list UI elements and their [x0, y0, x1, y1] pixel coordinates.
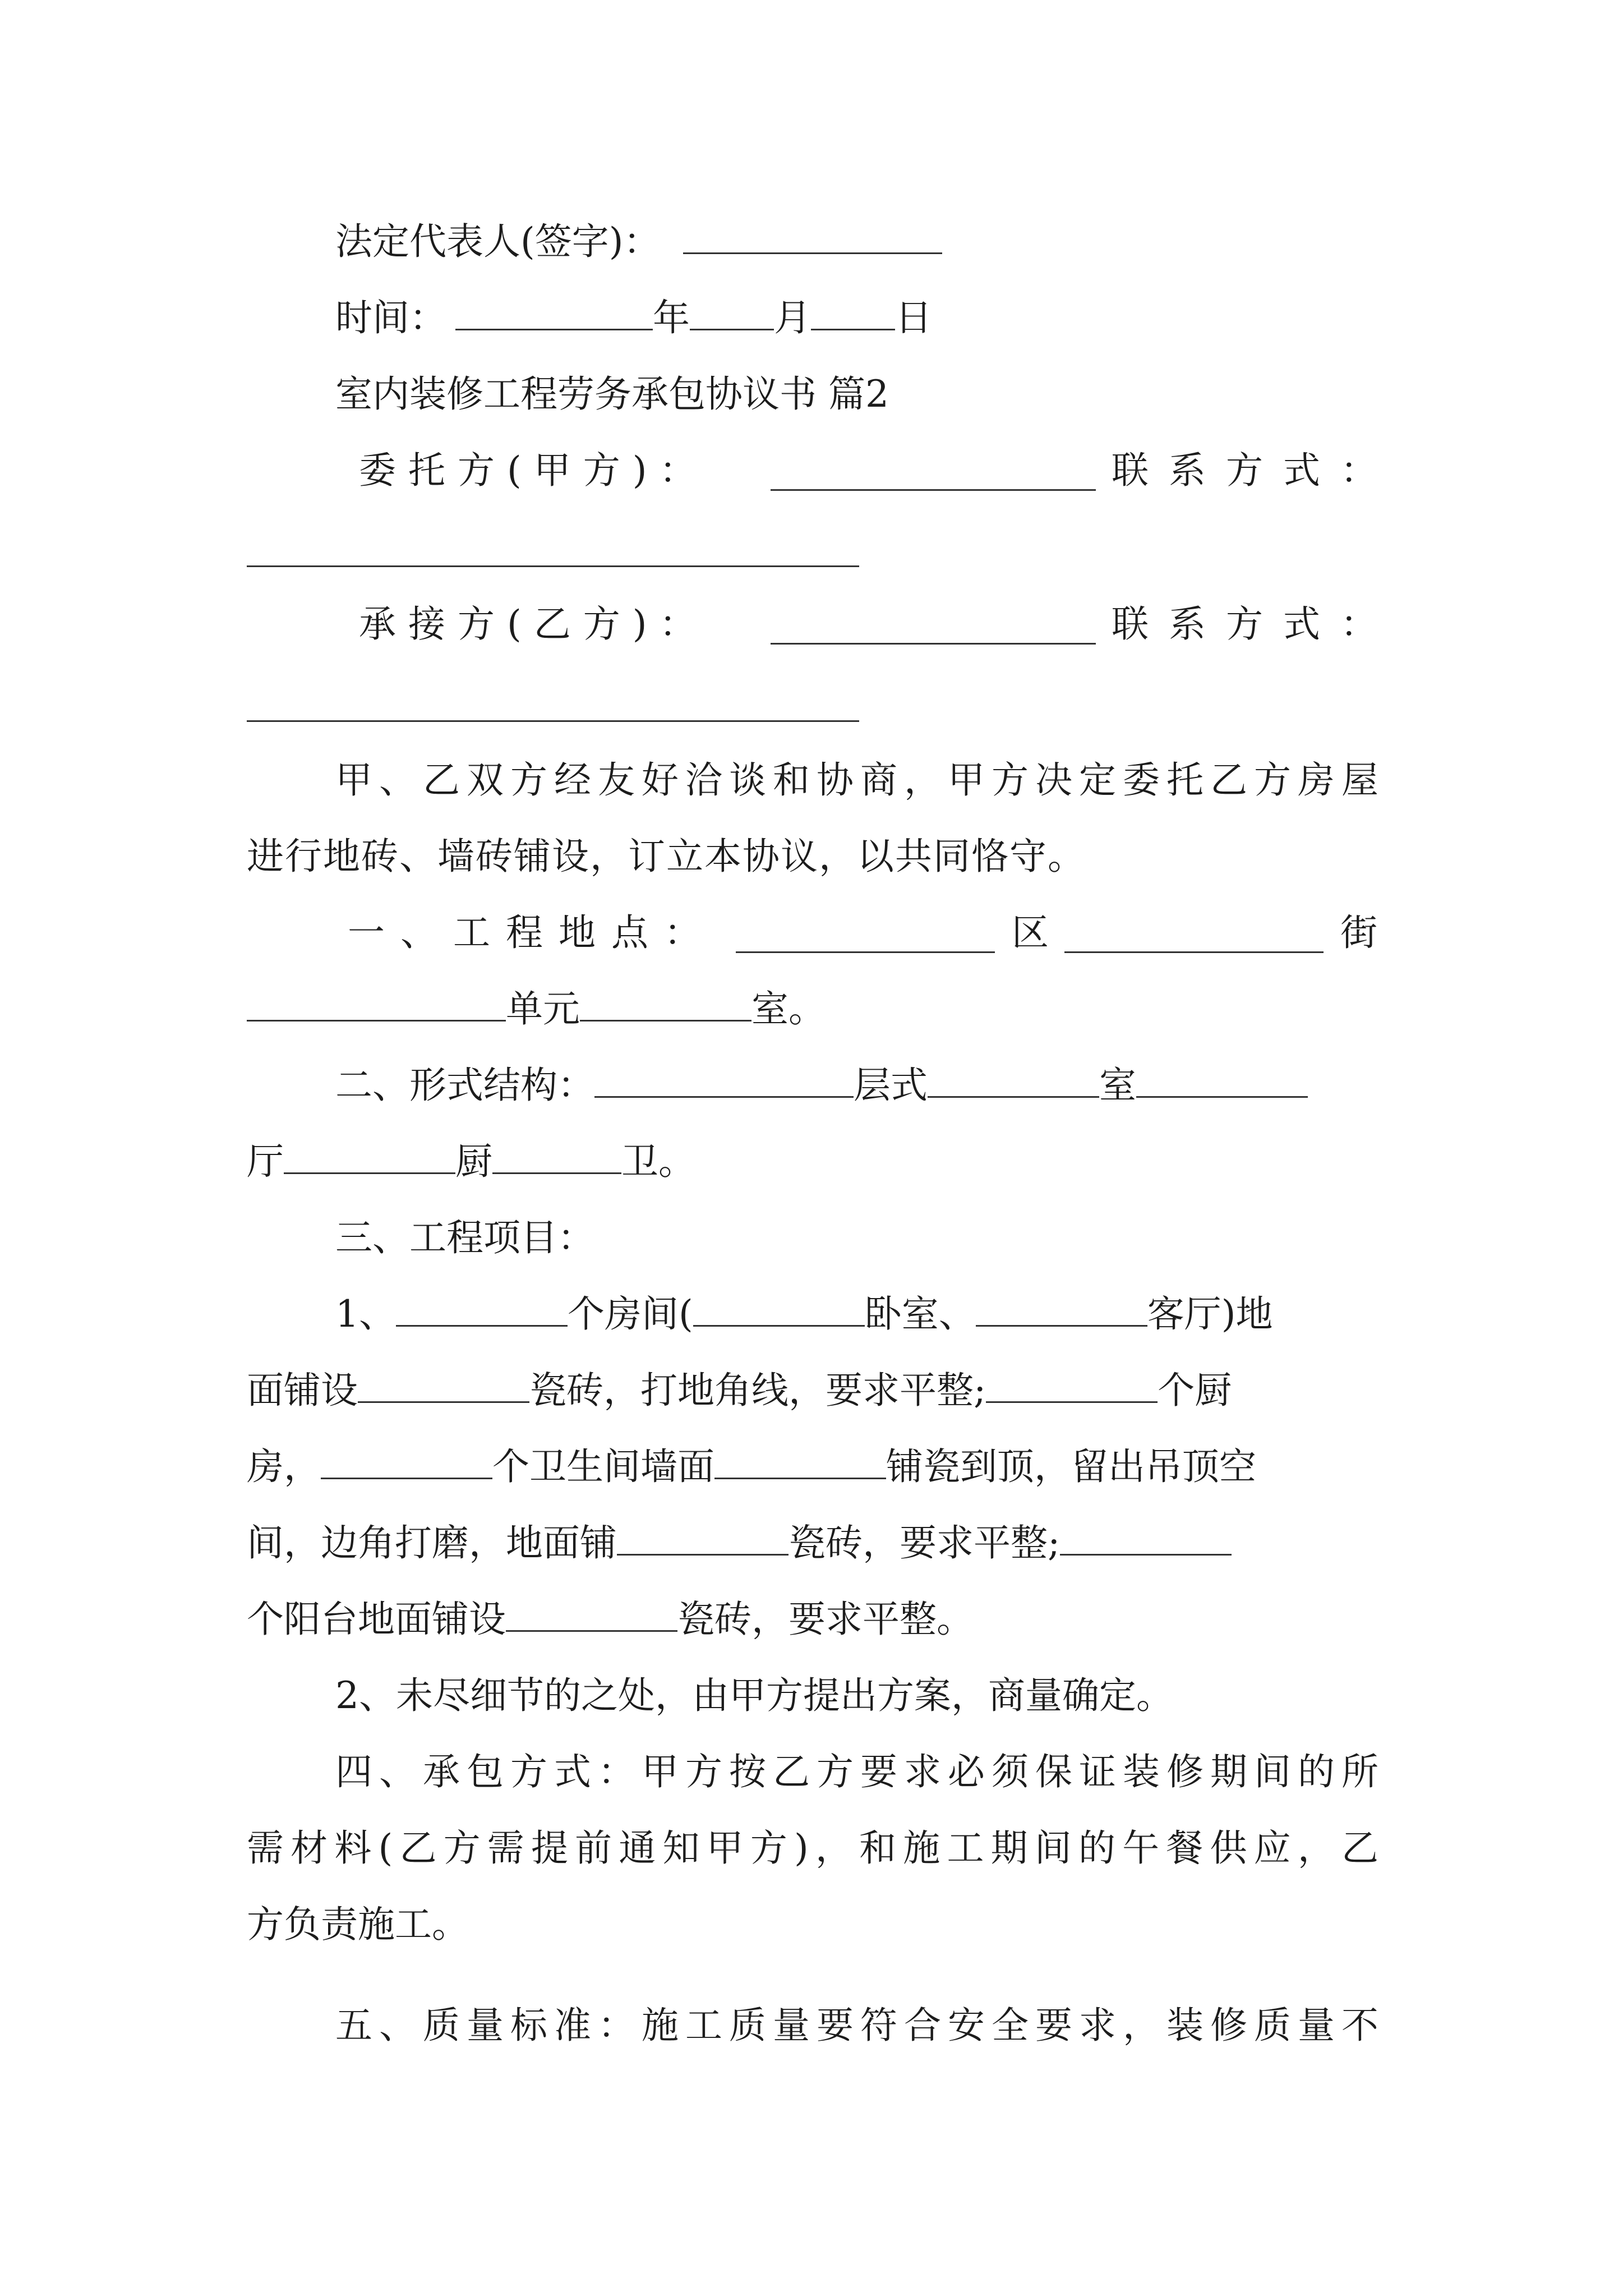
party-b-contact-label: 联系方式：	[1112, 602, 1398, 646]
legal-rep-signature-line	[335, 220, 942, 263]
structure-label: 二、形式结构：	[335, 1064, 594, 1107]
bath-floor-requirement: 瓷砖，要求平整;	[789, 1521, 1061, 1565]
bedrooms-label: 卧室、	[864, 1292, 976, 1336]
district-label: 区	[1012, 911, 1049, 954]
hall-label: 厅	[247, 1140, 284, 1183]
party-a-label: 委托方(甲方)：	[359, 449, 709, 492]
intro-paragraph-line-2: 进行地砖、墙砖铺设，订立本协议，以共同恪守。	[247, 835, 1086, 878]
year-label: 年	[653, 296, 690, 339]
party-a-contact-blank	[247, 561, 859, 567]
bathroom-blank	[492, 1168, 621, 1174]
year-blank	[455, 324, 653, 330]
kitchen-suffix: 房，	[247, 1445, 321, 1488]
day-label: 日	[895, 296, 932, 339]
wall-tile-blank	[714, 1473, 886, 1479]
floor-tile-label: 面铺设	[247, 1369, 358, 1412]
party-a-blank	[771, 485, 1096, 491]
rooms-label: 个房间(	[568, 1292, 693, 1336]
item-1-line-3	[247, 1445, 1256, 1488]
room-label: 室。	[751, 987, 826, 1030]
street-label: 街	[1340, 911, 1377, 954]
street-blank	[1064, 947, 1324, 953]
party-b-blank	[771, 638, 1096, 645]
balcony-requirement: 瓷砖，要求平整。	[677, 1598, 974, 1641]
item-1-line-1	[335, 1292, 1273, 1336]
hall-blank	[1136, 1092, 1308, 1098]
section-heading: 室内装修工程劳务承包协议书 篇2	[335, 372, 889, 416]
party-a-contact-label: 联系方式：	[1112, 449, 1398, 492]
item-2: 2、未尽细节的之处，由甲方提出方案，商量确定。	[335, 1674, 1173, 1717]
party-b-label: 承接方(乙方)：	[359, 602, 709, 646]
month-blank	[690, 324, 774, 330]
rooms-blank	[396, 1320, 568, 1327]
structure-line-1	[335, 1064, 1308, 1107]
legal-rep-label: 法定代表人(签字)：	[335, 220, 661, 263]
bathroom-wall-label: 个卫生间墙面	[492, 1445, 714, 1488]
living-rooms-label: 客厅)地	[1147, 1292, 1273, 1336]
bedrooms-blank	[693, 1320, 865, 1327]
date-line	[335, 296, 932, 339]
unit-line	[247, 987, 826, 1030]
district-blank	[736, 947, 995, 953]
contract-method-line-1: 四、承包方式：甲方按乙方要求必须保证装修期间的所	[335, 1750, 1378, 1793]
quality-standard-line-1: 五、质量标准：施工质量要符合安全要求，装修质量不	[335, 2004, 1378, 2047]
bath-floor-tile-blank	[617, 1549, 789, 1556]
balcony-tile-blank	[506, 1626, 677, 1632]
kitchens-label: 个厨	[1158, 1369, 1232, 1412]
corner-grinding-text: 间，边角打磨，地面铺	[247, 1521, 617, 1565]
kitchen-label: 厨	[455, 1140, 492, 1183]
intro-paragraph-line-1: 甲、乙双方经友好洽谈和协商，甲方决定委托乙方房屋	[335, 758, 1378, 802]
bedroom-label: 室	[1099, 1064, 1136, 1107]
item-1-number: 1、	[335, 1292, 396, 1336]
bedroom-blank	[928, 1092, 1099, 1098]
bathroom-label: 卫。	[621, 1140, 695, 1183]
contract-method-line-3: 方负责施工。	[247, 1903, 469, 1946]
kitchen-blank	[284, 1168, 455, 1174]
structure-line-2	[247, 1140, 695, 1183]
balconies-blank	[1060, 1549, 1232, 1556]
living-rooms-blank	[976, 1320, 1147, 1327]
balcony-floor-label: 个阳台地面铺设	[247, 1598, 506, 1641]
item-1-line-4	[247, 1521, 1232, 1565]
floor-tile-requirement: 瓷砖，打地角线，要求平整;	[529, 1369, 986, 1412]
floors-label: 层式	[854, 1064, 928, 1107]
room-blank	[580, 1015, 751, 1022]
party-b-contact-blank	[247, 716, 859, 722]
unit-label: 单元	[506, 987, 580, 1030]
bathrooms-blank	[321, 1473, 492, 1479]
project-items-heading: 三、工程项目：	[335, 1216, 594, 1259]
item-1-line-2	[247, 1369, 1232, 1412]
wall-tile-requirement: 铺瓷到顶，留出吊顶空	[886, 1445, 1256, 1488]
unit-blank	[247, 1015, 506, 1022]
month-label: 月	[774, 296, 811, 339]
date-label: 时间：	[335, 296, 446, 339]
kitchens-blank	[986, 1397, 1158, 1403]
item-1-line-5	[247, 1598, 974, 1641]
site-location-label: 一、工程地点：	[348, 911, 717, 954]
legal-rep-blank	[683, 248, 942, 254]
contract-method-line-2: 需材料(乙方需提前通知甲方)，和施工期间的午餐供应，乙	[247, 1826, 1378, 1870]
floors-blank	[594, 1092, 854, 1098]
day-blank	[811, 324, 895, 330]
floor-tile-blank	[358, 1397, 529, 1403]
